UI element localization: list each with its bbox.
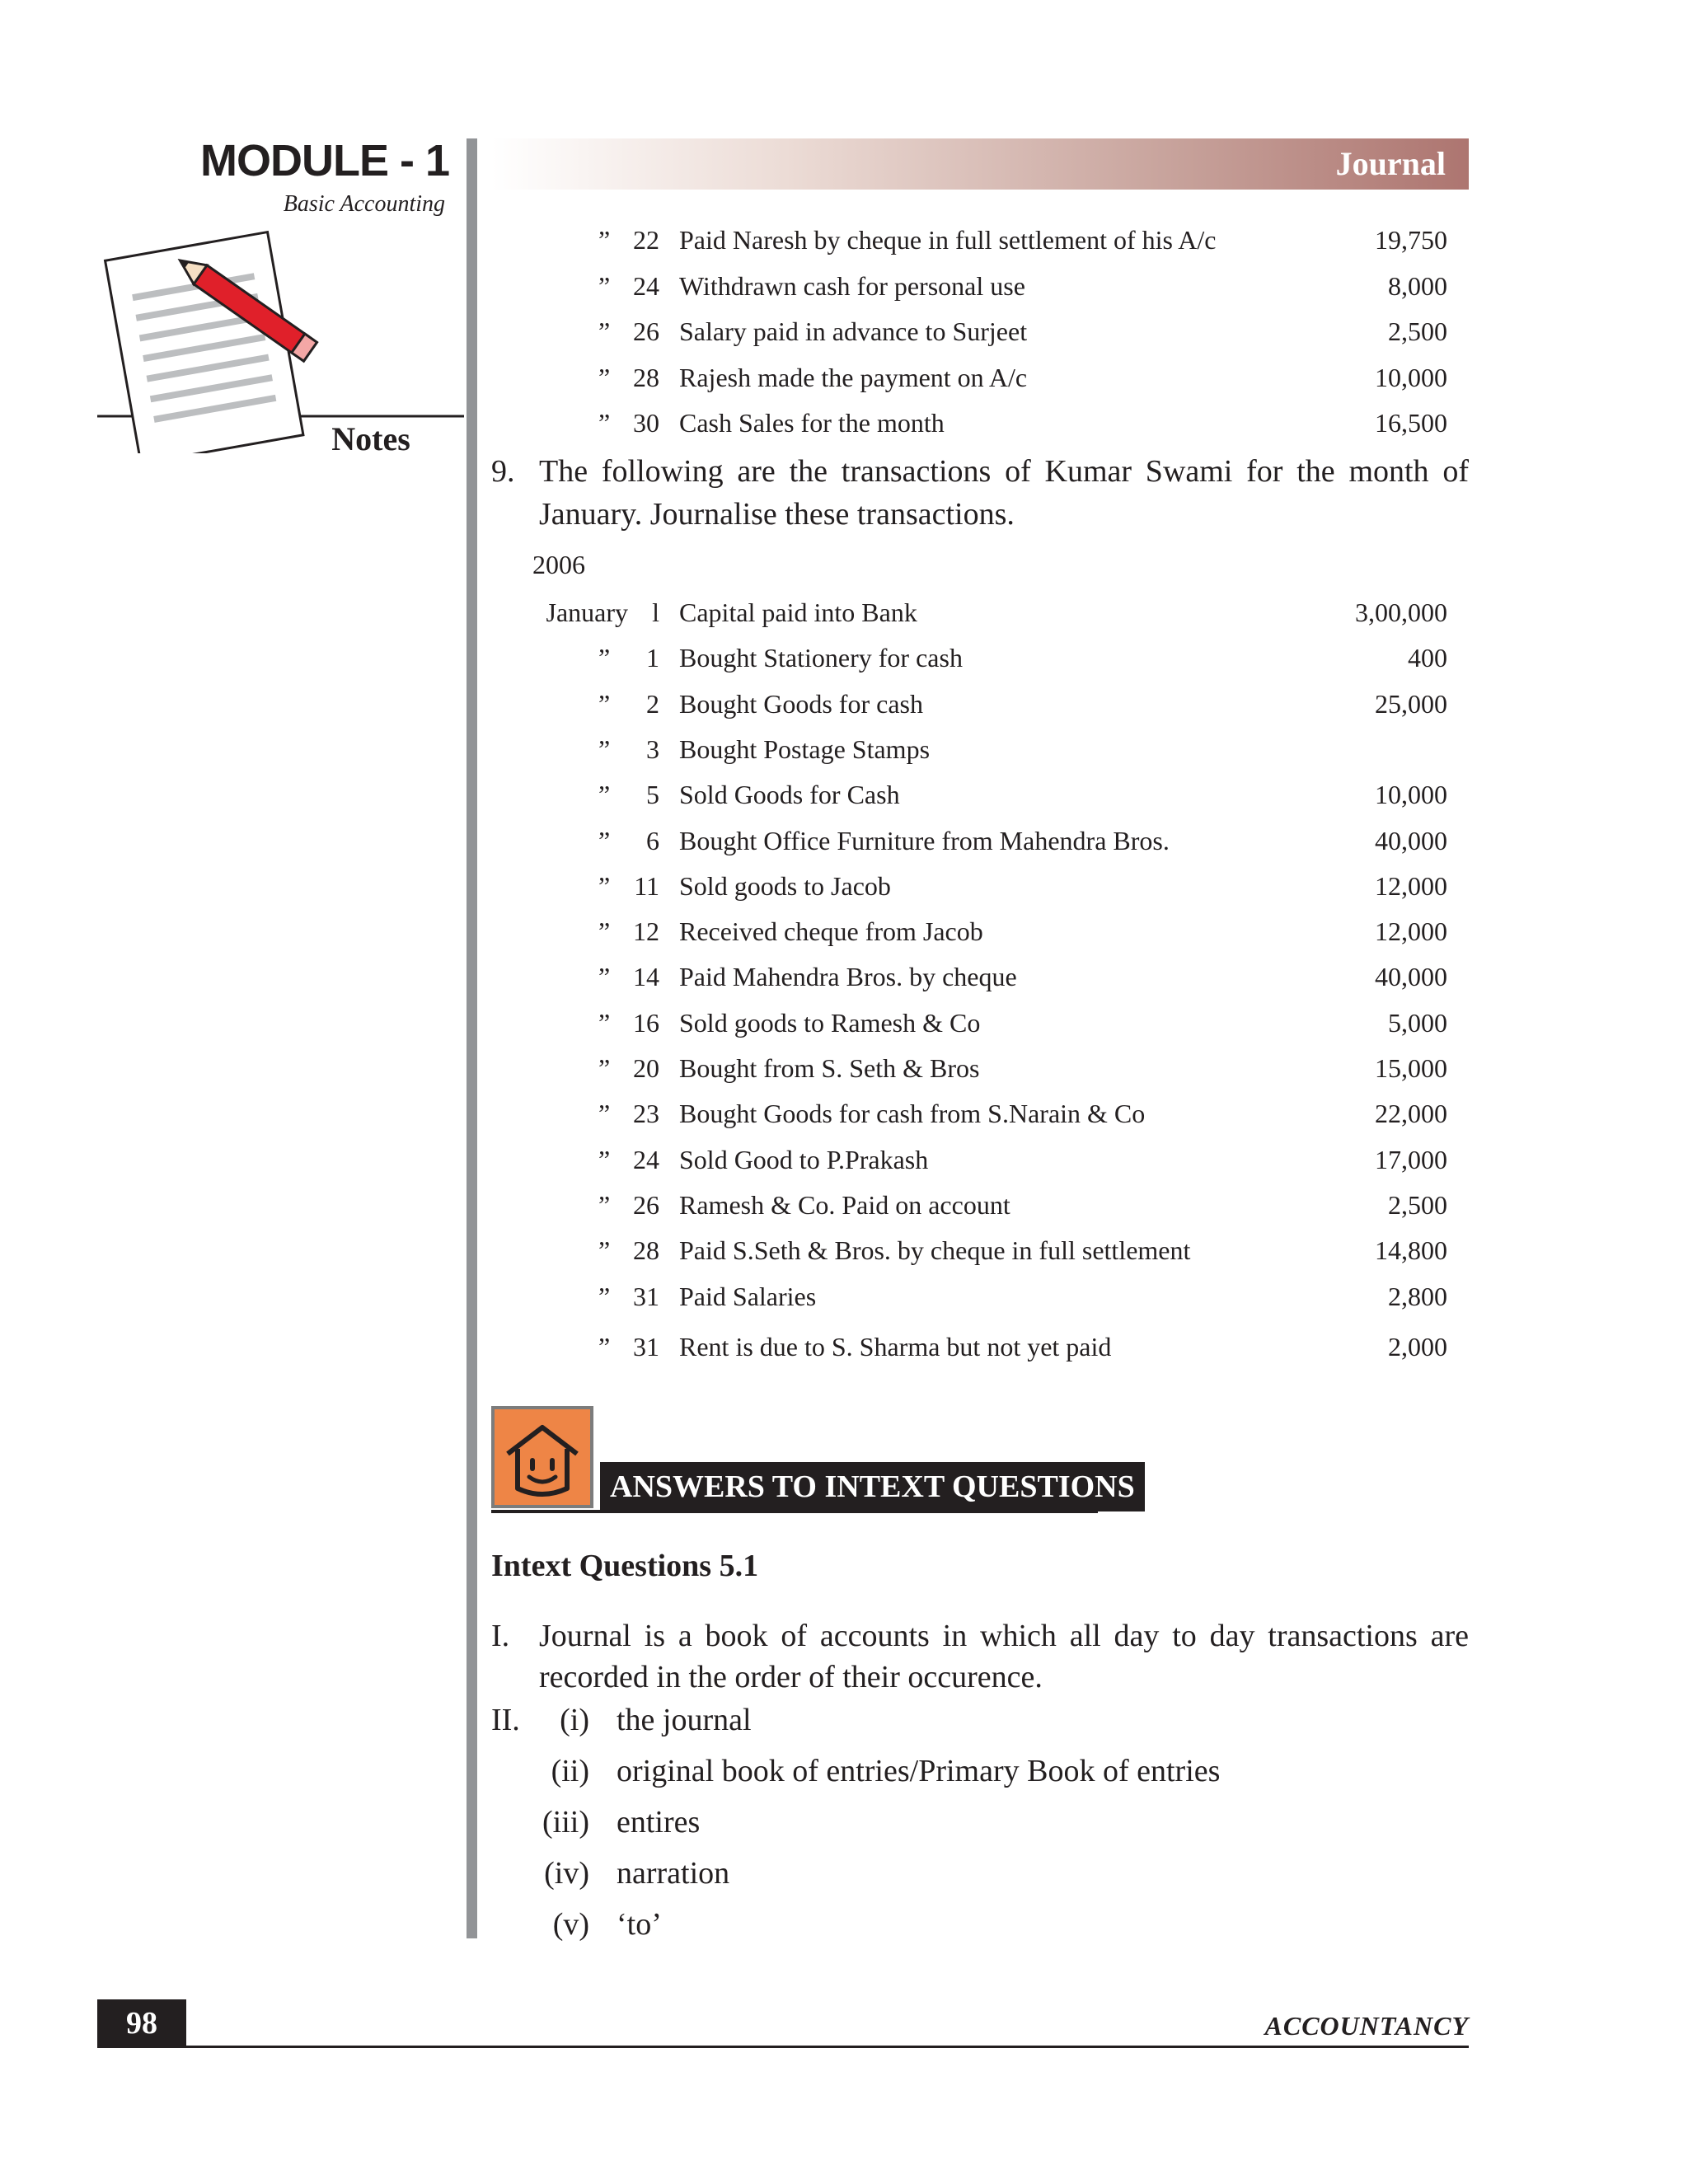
transaction-row <box>491 357 1469 398</box>
section-title: Journal <box>1335 145 1446 182</box>
transaction-description: Rajesh made the payment on A/c <box>679 362 1028 392</box>
transaction-row <box>491 219 1469 260</box>
transaction-description: Sold Goods for Cash <box>679 780 900 810</box>
transaction-row <box>491 1002 1469 1043</box>
transaction-day: 26 <box>633 1189 659 1220</box>
ditto-mark: ” <box>598 643 611 673</box>
transaction-row <box>491 1184 1469 1226</box>
ditto-mark: ” <box>598 1331 611 1361</box>
transaction-row <box>491 774 1469 815</box>
module-title: MODULE - 1 <box>199 136 449 185</box>
transaction-amount: 12,000 <box>1375 916 1447 947</box>
section-header-band <box>491 138 1469 190</box>
answers-underline <box>491 1510 1098 1513</box>
transaction-amount: 2,500 <box>1388 316 1447 346</box>
transaction-amount: 25,000 <box>1375 688 1447 719</box>
transaction-amount: 19,750 <box>1375 225 1447 255</box>
ditto-mark: ” <box>598 870 611 901</box>
transaction-row <box>491 911 1469 952</box>
ditto-mark: ” <box>598 225 611 255</box>
ditto-mark: ” <box>598 1235 611 1266</box>
transaction-row <box>491 729 1469 770</box>
transaction-row <box>491 402 1469 443</box>
ditto-mark: ” <box>598 270 611 301</box>
transaction-amount: 2,500 <box>1388 1189 1447 1220</box>
answers-banner: ANSWERS TO INTEXT QUESTIONS <box>600 1462 1145 1511</box>
transaction-day: 20 <box>633 1053 659 1083</box>
transaction-description: Paid Salaries <box>679 1281 817 1311</box>
transaction-description: Ramesh & Co. Paid on account <box>679 1189 1010 1220</box>
answer-sub-text: entires <box>617 1805 701 1840</box>
transaction-description: Cash Sales for the month <box>679 408 945 438</box>
ditto-mark: ” <box>598 962 611 992</box>
module-subtitle: Basic Accounting <box>283 191 445 217</box>
transaction-row <box>491 1230 1469 1271</box>
ditto-mark: ” <box>598 362 611 392</box>
transaction-description: Bought Office Furniture from Mahendra Bros. <box>679 825 1170 855</box>
transaction-day: 28 <box>633 362 659 392</box>
transaction-description: Sold Good to P.Prakash <box>679 1144 929 1174</box>
transaction-year: 2006 <box>532 550 585 579</box>
transaction-amount: 14,800 <box>1375 1235 1447 1266</box>
transaction-amount: 10,000 <box>1375 362 1447 392</box>
transaction-day: 31 <box>633 1281 659 1311</box>
transaction-day: 12 <box>633 916 659 947</box>
ditto-mark: ” <box>598 1189 611 1220</box>
ditto-mark: ” <box>598 316 611 346</box>
ditto-mark: ” <box>598 825 611 855</box>
answer-sub-text: ‘to’ <box>617 1907 662 1942</box>
transaction-description: Capital paid into Bank <box>679 598 917 627</box>
transaction-row <box>491 311 1469 352</box>
transaction-day: 24 <box>633 270 659 301</box>
transaction-description: Salary paid in advance to Surjeet <box>679 316 1028 346</box>
transaction-day: 5 <box>646 780 659 810</box>
transaction-row <box>491 1139 1469 1180</box>
transaction-day: 24 <box>633 1144 659 1174</box>
transaction-description: Rent is due to S. Sharma but not yet paid <box>679 1331 1112 1361</box>
transaction-row <box>491 1093 1469 1134</box>
transaction-row <box>491 1326 1469 1367</box>
transaction-row <box>491 1276 1469 1317</box>
transaction-day: 28 <box>633 1235 659 1266</box>
notes-label: Notes <box>331 420 410 457</box>
answer-sub-label: (v) <box>552 1907 589 1942</box>
transaction-day: 30 <box>633 408 659 438</box>
answer-sub-label: (iii) <box>542 1805 589 1840</box>
ditto-mark: ” <box>598 733 611 764</box>
page-number: 98 <box>97 1999 186 2047</box>
transaction-day: 22 <box>633 225 659 255</box>
ditto-mark: ” <box>598 1007 611 1038</box>
question-text: The following are the transactions of Kumar Swami for the month of January. Journalise these transactions. <box>539 454 1469 532</box>
transaction-day: l <box>652 598 659 627</box>
transaction-row <box>491 865 1469 907</box>
transaction-description: Bought from S. Seth & Bros <box>679 1053 980 1083</box>
transaction-day: 23 <box>633 1099 659 1129</box>
answer-number-2: II. <box>491 1703 520 1737</box>
transaction-amount: 17,000 <box>1375 1144 1447 1174</box>
ditto-mark: ” <box>598 408 611 438</box>
transaction-row <box>491 683 1469 724</box>
transaction-day: 1 <box>646 643 659 673</box>
transaction-day: 11 <box>634 870 659 901</box>
transaction-amount: 22,000 <box>1375 1099 1447 1129</box>
ditto-mark: ” <box>598 780 611 810</box>
transaction-day: 31 <box>633 1331 659 1361</box>
ditto-mark: ” <box>598 1144 611 1174</box>
answer-sub-label: (ii) <box>551 1754 589 1788</box>
transaction-amount: 2,000 <box>1388 1331 1447 1361</box>
margin-divider <box>467 138 477 1938</box>
transaction-day: 14 <box>633 962 659 992</box>
transaction-description: Paid S.Seth & Bros. by cheque in full settlement <box>679 1235 1191 1266</box>
ditto-mark: ” <box>598 1053 611 1083</box>
transaction-amount: 5,000 <box>1388 1007 1447 1038</box>
footer-rule <box>97 2046 1469 2048</box>
transaction-description: Received cheque from Jacob <box>679 916 983 947</box>
transaction-description: Sold goods to Ramesh & Co <box>679 1007 981 1038</box>
transaction-amount: 40,000 <box>1375 962 1447 992</box>
transaction-description: Bought Postage Stamps <box>679 733 931 764</box>
transaction-day: 16 <box>633 1007 659 1038</box>
ditto-mark: ” <box>598 1099 611 1129</box>
answer-sub-label: (iv) <box>544 1856 589 1891</box>
transaction-description: Withdrawn cash for personal use <box>679 270 1025 301</box>
transaction-amount: 8,000 <box>1388 270 1447 301</box>
answer-sub-label: (i) <box>560 1703 589 1737</box>
question-number: 9. <box>491 454 515 489</box>
ditto-mark: ” <box>598 688 611 719</box>
transaction-row <box>491 592 1469 633</box>
transaction-description: Sold goods to Jacob <box>679 870 891 901</box>
transaction-row <box>491 820 1469 861</box>
transaction-month: January <box>546 598 628 627</box>
transaction-row <box>491 956 1469 997</box>
answer-sub-text: original book of entries/Primary Book of entries <box>617 1754 1221 1788</box>
transaction-amount: 16,500 <box>1375 408 1447 438</box>
transaction-row <box>491 637 1469 678</box>
transaction-row <box>491 1047 1469 1089</box>
transaction-description: Bought Goods for cash <box>679 688 923 719</box>
transaction-amount: 400 <box>1408 643 1447 673</box>
transaction-amount: 40,000 <box>1375 825 1447 855</box>
intext-heading: Intext Questions 5.1 <box>491 1549 759 1583</box>
ditto-mark: ” <box>598 1281 611 1311</box>
transaction-day: 2 <box>646 688 659 719</box>
smiling-face-house-icon <box>491 1406 593 1508</box>
transaction-amount: 2,800 <box>1388 1281 1447 1311</box>
answer-text-1: Journal is a book of accounts in which all day to day transactions are recorded in the order of their occurence. <box>539 1619 1469 1694</box>
transaction-amount: 3,00,000 <box>1355 598 1447 627</box>
transaction-description: Bought Stationery for cash <box>679 643 963 673</box>
transaction-description: Paid Mahendra Bros. by cheque <box>679 962 1017 992</box>
transaction-day: 6 <box>646 825 659 855</box>
answer-sub-text: narration <box>617 1856 730 1891</box>
ditto-mark: ” <box>598 916 611 947</box>
transaction-row <box>491 265 1469 307</box>
transaction-day: 3 <box>646 733 659 764</box>
transaction-amount: 12,000 <box>1375 870 1447 901</box>
transaction-amount: 15,000 <box>1375 1053 1447 1083</box>
transaction-description: Bought Goods for cash from S.Narain & Co <box>679 1099 1146 1129</box>
transaction-day: 26 <box>633 316 659 346</box>
answer-number-1: I. <box>491 1619 510 1653</box>
answer-sub-text: the journal <box>617 1703 752 1737</box>
transaction-description: Paid Naresh by cheque in full settlement of his A/c <box>679 225 1217 255</box>
transaction-amount: 10,000 <box>1375 780 1447 810</box>
book-title: ACCOUNTANCY <box>1264 2011 1469 2041</box>
